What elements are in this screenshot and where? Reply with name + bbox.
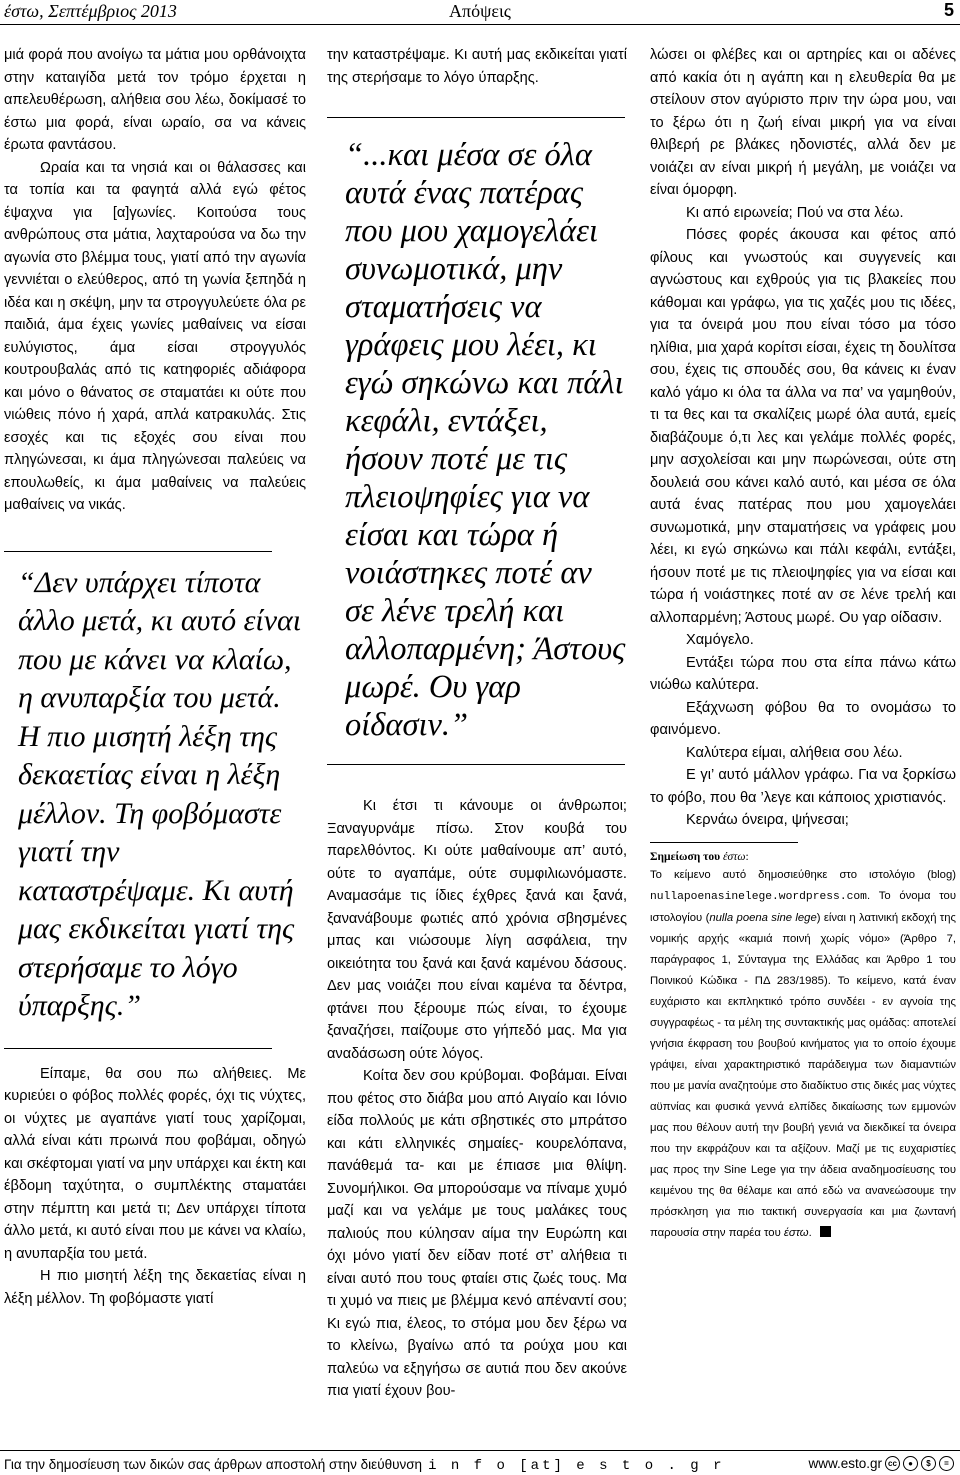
col1-paragraph-4: Η πιο μισητή λέξη της δεκαετίας είναι η λέξη μέλλον. Τη φοβόμαστε γιατί xyxy=(4,1268,306,1307)
col3-paragraph-7: Καλύτερα είμαι, αλήθεια σου λέω. xyxy=(686,744,903,761)
issue-label: έστω, Σεπτέμβριος 2013 xyxy=(4,1,177,21)
quote-rule-bottom xyxy=(327,764,625,765)
col1-paragraph-1: μιά φορά που ανοίγω τα μάτια μου ορθάνοιχτα στην καταιγίδα μετά τον τρόμο έρχεται η απελευθέρωση, αλήθεια σου λέω, δοκίμασέ το έστω μια φορά, είναι ωραίο, σα να κάνεις έρωτα φαντάσου. xyxy=(4,47,306,153)
note-label-colon: : xyxy=(745,850,749,863)
cc-nd-icon: = xyxy=(939,1456,954,1471)
note-label: Σημείωση του xyxy=(650,850,721,863)
column-3 xyxy=(650,44,956,1244)
note-rule xyxy=(650,842,798,843)
col3-paragraph-8: Ε γι’ αυτό μάλλον γράφω. Για να ξορκίσω το φόβο, που θα ’λεγε και κάποιος χριστιανός. xyxy=(650,767,956,806)
cc-license-icon: cc xyxy=(885,1456,900,1471)
note-text-3: ) είναι η λατινική εκδοχή της νομικής αρχής «καμιά ποινή χωρίς νόμο» (Άρθρο 7, παράγραφος 1, Σύνταγμα της Ελλάδας και Άρθρο 1 του Ποινικού Κώδικα - ΠΔ 283/1985). Το κείμενο, κατά έναν ευχάριστο και εκπληκτικό τρόπο συνδέει - εν αγνοία της συγγραφέως - τα μέλη της συντακτικής μας ομάδας: αποτελεί γνήσια έκφραση του βουβού κινήματος για το οποίο έχουμε γράψει, είναι χαρακτηριστικό παράδειγμα των διαμαντιών που με μανία αναζητούμε στο διαδίκτυο στις δικές μας νύχτες αϋπνίας και φυσικά γεννά ελπίδες δικαίωσης των εμμονών μας που θέλουν αυτή την βουβή γενιά να διεκδικεί τα όνειρα που την εκφράζουν και τα αξίζουν. Μαζί με τις ευχαριστίες μας προς την Sine Lege για την άδεια αναδημοσίευσης του κειμένου της θα θέλαμε και από εδώ να ανανεώσουμε την πρόσκληση για πιο τακτική συνεργασία και μια ζωντανή παρουσία στην παρέα του xyxy=(650,911,957,1239)
page-header xyxy=(0,0,960,25)
col3-paragraph-9: Κερνάω όνειρα, ψήνεσαι; xyxy=(686,812,849,828)
col1-paragraph-3: Είπαμε, θα σου πω αλήθειες. Με κυριεύει ο φόβος πολλές φορές, όχι τις νύχτες, οι νύχτες με αγαπάνε γιατί τους χαρίζομαι, αλλά είναι κάτι πρωινά που φοβάμαι, οδηγώ και σκέφτομαι γιατί να μην υπάρχει και έκτη και έβδομη ταχύτητα, ο συμπλέκτης σταματάει στην πέμπτη και μετά τι; Δεν υπάρχει τίποτα άλλο μετά, κι αυτό είναι που με κάνει να κλαίω, η ανυπαρξία του μετά. xyxy=(4,1065,306,1262)
col3-paragraph-4: Χαμόγελο. xyxy=(686,632,754,648)
note-esto: έστω xyxy=(783,1226,809,1239)
page-number: 5 xyxy=(943,0,954,20)
pull-quote-2: “...και μέσα σε όλα αυτά ένας πατέρας που μου χαμογελάει συνωμοτικά, μην σταματήσεις να γράφεις μου λέει, κι εγώ σηκώνω και πάλι κεφάλι, εντάξει, ήσουν ποτέ με τις πλειοψηφίες για να είσαι και τώρα ή νοιάστηκες ποτέ αν σε λένε τρελή και αλλοπαρμένη; Άστους μωρέ. Ου γαρ οίδασιν.” xyxy=(345,137,626,743)
section-title: Απόψεις xyxy=(449,1,511,21)
col3-paragraph-6: Εξάχνωση φόβου θα το ονομάσω το φαινόμενο. xyxy=(650,699,956,738)
footer-email-address[interactable]: i n f o [at] e s t o . g r xyxy=(428,1458,725,1474)
editor-note xyxy=(650,865,956,1244)
note-blog-latin: nulla poena sine lege xyxy=(709,911,817,924)
pull-quote-1: “Δεν υπάρχει τίποτα άλλο μετά, κι αυτό είναι που με κάνει να κλαίω, η ανυπαρξία του μετά. Η πιο μισητή λέξη της δεκαετίας είναι η λέξη μέλλον. Τη φοβόμαστε γιατί την καταστρέψαμε. Κι αυτή μας εκδικείται γιατί της στερήσαμε το λόγο ύπαρξης.” xyxy=(18,565,302,1022)
page-footer xyxy=(0,1450,960,1475)
note-end: . xyxy=(808,1226,812,1239)
blog-url-link[interactable]: nullapoenasinelege.wordpress.com xyxy=(650,890,867,903)
note-text-1: Το κείμενο αυτό δημοσιεύθηκε στο ιστολόγιο (blog) xyxy=(650,868,956,881)
footer-text: Για την δημοσίευση των δικών σας άρθρων αποστολή στην διεύθυνση xyxy=(4,1457,423,1472)
cc-nc-icon: $ xyxy=(921,1456,936,1471)
col2-paragraph-3: Κοίτα δεν σου κρύβομαι. Φοβάμαι. Είναι που φέτος στο διάβα μου από Αιγαίο και Ιόνιο είδα πολλούς με κάτι σβηστικές στο μπράτσο και κάτι ελληνικές σημαίες- κουρελόπανα, πανάθεμά τα- και με έπιασε μια θλίψη. Συνομήλικοι. Θα μπορούσαμε να πίναμε χυμό μαζί και να γελάμε με τους μαλάκες τους παλιούς που κύλησαν αίμα την Ευρώπη και όχι μόνο γιατί δεν είδαν ποτέ στ’ αλήθεια τι είναι αυτό που τους φταίει στις ζωές τους. Μα τι χυμό να πιεις με βλέμμα κενό απέναντί σου; Κι εγώ πια, έλεος, το στόμα μου δεν ξέρω να το κλείνω, βγαίνω από τα ρούχα μου και παλεύω να εξηγήσω σε αυτιά που δεν ακούνε πια γιατί έχουν βου- xyxy=(327,1068,627,1399)
col1-paragraph-2: Ωραία και τα νησιά και οι θάλασσες και τα τοπία και τα φαγητά αλλά εγώ φέτος έψαχνα για [α]γωνίες. Κοιτούσα τους ανθρώπους στα μάτια, λαχταρούσα να δω την αγωνία στο βλέμμα τους, γιατί από την αγωνία γεννιέται ο ελεύθερος, από τη γωνία ξεπηδά η ιδέα και η σκέψη, μην τα στρογγυλεύετε όλα ρε παιδιά, άμα έχεις γωνίες μαθαίνεις να είσαι ευλύγιστος, άμα είσαι στρογγυλός κουτρουβαλάς από τις κατηφοριές αδιάφορα και μόνο ο θάνατος σε σταματάει κι ούτε που νιώθεις πόνο ή χαρά, απλά κατρακυλάς. Στις εσοχές και τις εξοχές σου είναι που πληγώνεσαι, κι άμα πληγώνεσαι παλεύεις να επουλωθείς, κι άμα μαθαίνεις να παλεύεις μαθαίνεις να νικάς. xyxy=(4,159,306,513)
col2-paragraph-1: την καταστρέψαμε. Κι αυτή μας εκδικείται γιατί της στερήσαμε το λόγο ύπαρξης. xyxy=(327,47,627,86)
site-link[interactable]: www.esto.gr xyxy=(808,1456,882,1471)
cc-by-icon: ● xyxy=(903,1456,918,1471)
footer-submission-note xyxy=(4,1457,725,1474)
col3-paragraph-2: Κι από ειρωνεία; Πού να στα λέω. xyxy=(686,204,904,221)
end-of-article-mark xyxy=(820,1226,831,1237)
note-title xyxy=(650,851,956,863)
note-label-esto: έστω xyxy=(723,850,746,863)
column-2 xyxy=(327,44,627,1403)
note-text-2: . Το όνομα του ιστολογίου ( xyxy=(650,889,956,924)
col3-paragraph-5: Εντάξει τώρα που στα είπα πάνω κάτω νιώθω καλύτερα. xyxy=(650,654,956,693)
col2-paragraph-2: Κι έτσι τι κάνουμε οι άνθρωποι; Ξαναγυρνάμε πίσω. Στον κουβά του παρελθόντος. Κι ούτε μαθαίνουμε απ’ αυτό, ούτε το αγαπάμε, ούτε συμφιλιωνόμαστε. Αναμασάμε τις ίδιες έχθρες ξανά και ξανά, ξανανάβουμε φωτιές από χρόνια σβησμένες μπας και νιώσουμε λίγη ασφάλεια, την οικειότητα του ξανά και ξανά καμένου δάσους. Δεν μας νοιάζει που είναι καμένα τα δέντρα, φτάνει που ξέρουμε πώς είναι, το έχουμε ξαναζήσει, παίζουμε στο γήπεδό μας. Μα για αναδάσωση ούτε λόγος. xyxy=(327,798,627,1062)
quote-rule-bottom xyxy=(4,1048,272,1049)
column-1 xyxy=(4,44,306,1310)
footer-right xyxy=(808,1456,954,1471)
col3-paragraph-1: λώσει οι φλέβες και οι αρτηρίες και οι αδένες από κακία ότι η αγάπη και η ελευθερία θα με στείλουν στον αγύριστο πριν την ώρα μου, ναι το ξέρω ότι η ζωή είναι μικρή για να είναι θλιβερή ρε βλάκες ηδονιστές, αλλά δεν με νοιάζει αν είναι μικρή ή μεγάλη, με νοιάζει να είναι όμορφη. xyxy=(650,47,956,198)
col3-paragraph-3: Πόσες φορές άκουσα και φέτος από φίλους και γνωστούς και συγγενείς και αγνώστους και εχθρούς για τις βλακείες που κάθομαι και γράφω, για τις χαζές μου τις ιδέες, για τα όνειρά μου που είναι τόσο μα τόσο ηλίθια, μια χαρά κορίτσι είσαι, έχεις τη δουλίτσα σου, έχεις τις σπουδές σου, θα κάνεις κι έναν καλό γάμο κι όλα τα άλλα να πα’ να γαμηθούν, τι τα θες και τα σκαλίζεις μωρέ όλα αυτά, εμείς διαβάζουμε ό,τι λες και γελάμε πολλές φορές, μην ασχολείσαι και μην πωρώνεσαι, ούτε στη δουλειά σου κάνει καλό αυτό, και μέσα σε όλα αυτά ένας πατέρας που μου χαμογελάει συνωμοτικά, μην σταματήσεις να γράφεις μου λέει, κι εγώ σηκώνω και πάλι κεφάλι, εντάξει, ήσουν ποτέ με τις πλειοψηφίες για να είσαι και τώρα ή νοιάστηκες ποτέ αν σε λένε τρελή και αλλοπαρμένη; Άστους μωρέ. Ου γαρ οίδασιν. xyxy=(650,227,956,626)
